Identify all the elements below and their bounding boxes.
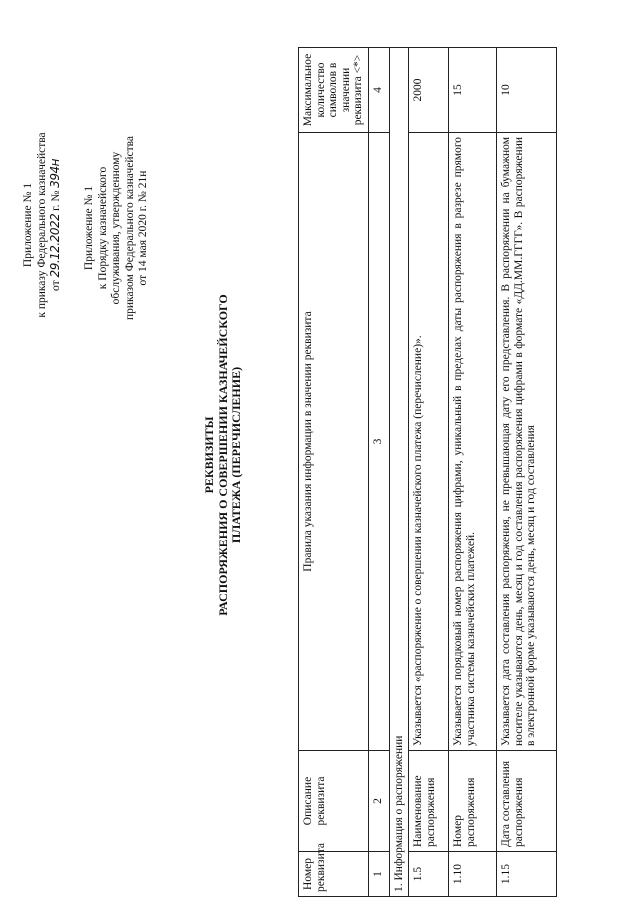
table-row bbox=[497, 48, 557, 897]
title-line-3: ПЛАТЕЖА (ПЕРЕЧИСЛЕНИЕ) bbox=[229, 366, 243, 544]
header-rules: Правила указания информации в значении реквизита bbox=[299, 133, 369, 751]
requisite-description: Наименование распоряжения bbox=[409, 751, 449, 852]
section-title: 1. Информация о распоряжении bbox=[389, 48, 409, 897]
column-number: 1 bbox=[368, 852, 389, 897]
appendix2-line: Приложение № 1 bbox=[83, 185, 95, 271]
column-numbers-row bbox=[368, 48, 389, 897]
requisite-max-chars: 2000 bbox=[409, 48, 449, 133]
requisite-rule: Указывается дата составления распоряжения, не превышающая дату его представления. В распоряжении на бумажном носителе указываются день, месяц и год составления распоряжения цифрами в формате «ДД.ММ.ГГГГ». В распоряжении в электронной форме указываются день, месяц и год составления bbox=[497, 133, 557, 751]
appendix2-line: приказом Федерального казначейства bbox=[123, 135, 136, 321]
appendix-order-header bbox=[22, 115, 64, 335]
appendix-order-ref: к приказу Федерального казначейства bbox=[35, 132, 48, 318]
requisite-rule: Указывается порядковый номер распоряжения цифрами, уникальный в пределах даты распоряжения в разрезе прямого участника системы казначейских платежей. bbox=[449, 133, 497, 751]
header-description: Описание реквизита bbox=[299, 751, 369, 852]
appendix-number: Приложение № 1 bbox=[22, 182, 34, 268]
title-line-2: РАСПОРЯЖЕНИЯ О СОВЕРШЕНИИ КАЗНАЧЕЙСКОГО bbox=[215, 294, 230, 616]
requisite-rule: Указывается «распоряжение о совершении казначейского платежа (перечисление)». bbox=[409, 133, 449, 751]
requisite-number: 1.15 bbox=[497, 852, 557, 897]
handwritten-date: 29.12.2022 bbox=[48, 213, 62, 278]
column-number: 4 bbox=[368, 48, 389, 133]
header-number: Номер реквизита bbox=[299, 852, 369, 897]
handwritten-number: 394н bbox=[48, 159, 62, 188]
title-line-1: РЕКВИЗИТЫ bbox=[202, 416, 216, 494]
appendix2-line: обслуживания, утвержденному bbox=[110, 151, 122, 305]
requisite-number: 1.5 bbox=[409, 852, 449, 897]
section-row bbox=[389, 48, 409, 897]
header-row bbox=[299, 48, 369, 897]
requisite-description: Номер распоряжения bbox=[449, 751, 497, 852]
document-title bbox=[203, 195, 244, 715]
appendix-order-date-line bbox=[49, 115, 64, 335]
requisite-max-chars: 15 bbox=[449, 48, 497, 133]
date-prefix: от bbox=[50, 280, 62, 291]
column-number: 2 bbox=[368, 751, 389, 852]
number-prefix: г. № bbox=[50, 190, 62, 211]
column-number: 3 bbox=[368, 133, 389, 751]
appendix-procedure-header bbox=[83, 103, 151, 353]
header-max-chars: Максимальное количество символов в значении реквизита <*> bbox=[299, 48, 369, 133]
requisite-description: Дата составления распоряжения bbox=[497, 751, 557, 852]
requisite-number: 1.10 bbox=[449, 852, 497, 897]
table-row bbox=[409, 48, 449, 897]
appendix2-line: от 14 мая 2020 г. № 21н bbox=[137, 170, 149, 286]
requisites-table bbox=[298, 47, 557, 897]
requisite-max-chars: 10 bbox=[497, 48, 557, 133]
table-row bbox=[449, 48, 497, 897]
appendix2-line: к Порядку казначейского bbox=[96, 166, 109, 290]
